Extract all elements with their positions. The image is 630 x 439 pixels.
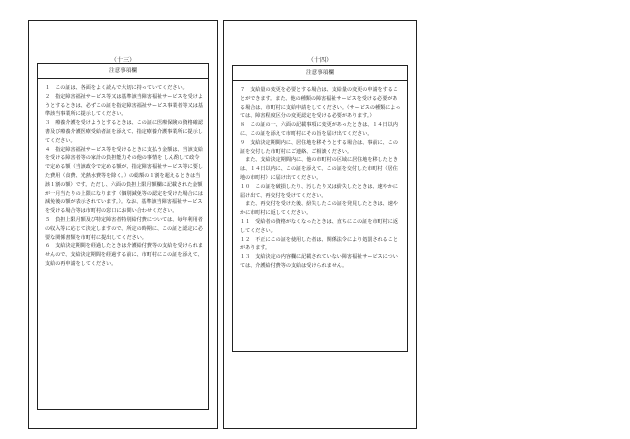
panel-number-13: （十三） [110, 57, 136, 64]
note-item-9-continued: また、支給決定期間内に、他の市町村の区域に居住地を移したときは、１４日以内に、この証を添えて、この証を交付した市町村（居住地の市町村）に届け出てください。 [240, 157, 398, 181]
right-panel [223, 20, 417, 429]
notes-header-right: 注意事項欄 [233, 66, 407, 81]
note-item-7: ７ 支給量の変更を必要とする場合は、支給量の変更の申請をすることができます。また、他の種類の障害福祉サービスを受ける必要がある場合は、市町村に支給申請をしてください。（サービスの種類によっては、障害程度区分の変更認定を受ける必要があります。） [240, 87, 401, 120]
note-item-4: ４ 指定障害福祉サービス等を受けるときに支払う金額は、当該支給を受ける障害者等の家計の負担能力その他の事情を しん酌して政令で定める額（当該政令で定める額が、指定障害福祉サービス等に要した費用（食費、光熱水費等を除く。）の総額の１割を超えるときは当該１割の額）です。ただし、六面の負担上限月額欄に記載された金額が一月当たりの上限になります（個別減免等の認定を受けた場合には減免後の額が表示されています。）。なお、基準該当障害福祉サービスを受ける場合等は市町村の窓口にお問い合わせください。 [45, 146, 203, 215]
note-item-6: ６ 支給決定期間を経過したときは介護給付費等の支給を受けられませんので、支給決定期間を経過する前に、市町村にこの証を添えて、支給の再申請をしてください。 [45, 243, 203, 267]
note-item-8: ８ この証の一、六面の記載事項に変更があったときは、１４日以内に、この証を添えて市町村にその旨を届け出てください。 [240, 122, 398, 137]
notes-box-left [37, 63, 209, 410]
note-item-11: １１ 受給者の資格がなくなったときは、直ちにこの証を市町村に返してください。 [240, 218, 398, 234]
notes-body-right [233, 81, 407, 274]
note-item-5: ５ 負担上限月額及び特定障害者特別給付費については、毎年利用者の収入等に応じて決定しますので、所定の時期に、この証と認定に必要な関係書類を市町村に提出してください。 [45, 216, 203, 241]
note-item-12: １２ 不正にこの証を使用した者は、関係法令により処罰されることがあります。 [240, 236, 398, 252]
notes-body-left [38, 79, 208, 272]
note-item-1: １ この証は、各面をよく読んで大切に持っていてください。 [45, 85, 188, 91]
notes-box-right [232, 65, 408, 352]
panel-number-14: （十四） [307, 57, 333, 64]
note-item-10-continued: また、再交付を受けた後、紛失したこの証を発見したときは、速やかに市町村に返してください。 [240, 201, 398, 217]
note-item-10: １０ この証を破損したり、汚したり又は紛失したときは、速やかに届け出て、再交付を受けてください。 [240, 183, 398, 199]
note-item-3: ３ 療養介護を受けようとするときは、この証に医療保険の資格確認書及び療養介護医療受給者証を添えて、指定療養介護事業所に提示してください。 [45, 120, 203, 144]
left-panel [28, 20, 218, 429]
notes-header-left: 注意事項欄 [38, 64, 208, 79]
note-item-2: ２ 指定障害福祉サービス等又は基準該当障害福祉サービスを受けようとするときは、必ずこの証を指定障害福祉サービス事業者等又は基準該当事業所に提示してください。 [45, 93, 203, 118]
note-item-9: ９ 支給決定期間内に、居住地を移そうとする場合は、事前に、この証を交付した市町村にご連絡、ご相談ください。 [240, 139, 398, 155]
note-item-13: １３ 支給決定の内容欄に記載されていない障害福祉サービスについては、介護給付費等の支給は受けられません。 [240, 254, 398, 269]
